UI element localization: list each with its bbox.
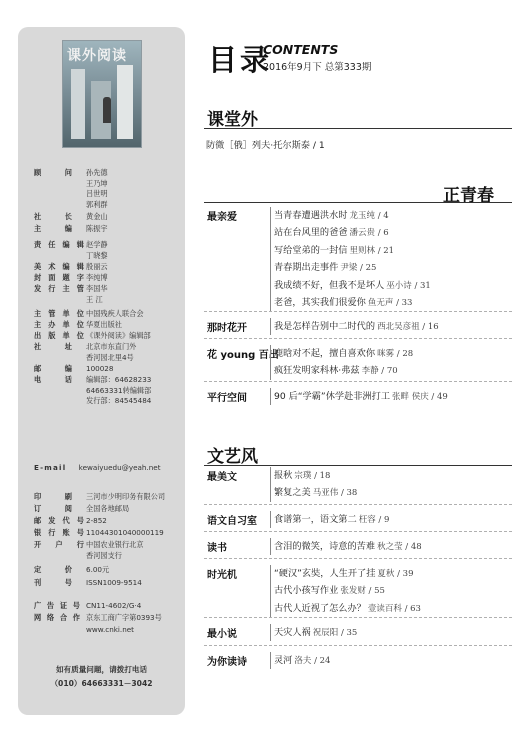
pub-value: 香河园支行 [86,551,122,560]
staff-value: 64663331转编辑部 [86,385,152,395]
section-title-s1: 课堂外 [207,110,258,130]
staff-label: 顾问 [34,168,72,177]
article-author-page: 秋之莹 / 48 [377,542,422,552]
staff-label: 主管单位 [34,309,84,318]
staff-value: 北京市东直门外 [86,342,137,351]
article-item[interactable] [274,362,398,376]
article-line-s1: 防微［俄］列夫·托尔斯泰 / 1 [206,140,325,151]
email-value: kewaiyuedu@yeah.net [78,463,161,472]
article-author-page: 壹读百科 / 63 [367,603,421,614]
article-item[interactable] [274,345,413,359]
category-separator [204,338,512,339]
staff-label: 社长 [34,212,72,221]
staff-label: 邮编 [34,364,72,373]
issue-info: 2016年9月下 总第333期 [263,62,372,73]
section-rule [204,202,512,203]
staff-label: 出版单位 [34,331,84,340]
article-title: 报秋 [274,470,293,481]
article-author-page: 李静 / 70 [361,366,398,377]
staff-label: 封面题字 [34,273,84,282]
staff-label: 主办单位 [34,320,84,329]
pub-label: 刊号 [34,578,72,587]
article-item[interactable] [274,388,448,402]
staff-value: 100028 [86,364,114,373]
cover-masthead: 课外阅读 [67,48,127,64]
pub-label: 银行账号 [34,528,84,537]
article-author-page: 西北吴彦祖 / 16 [377,322,439,332]
category-divider [270,511,271,528]
pub-value: 11044301040000119 [86,528,164,537]
staff-value: 吕世明 [86,189,108,199]
article-title: 当青春遭遇洪水时 [274,210,348,221]
article-title: 写给堂弟的一封信 [274,244,348,256]
ad-value: CN11-4602/G·4 [86,601,142,610]
article-item[interactable] [274,511,389,525]
article-author-page: 马亚伟 / 38 [312,488,358,499]
article-title: 天灾人祸 [274,627,311,638]
pub-value: 6.00元 [86,565,110,574]
article-title: 老爸，其实我们很爱你 [274,297,366,308]
staff-label: 发行主管 [34,284,84,293]
article-item[interactable] [274,600,421,614]
category-separator [204,617,512,618]
article-author-page: 洛夫 / 24 [294,656,331,666]
staff-value: 黄金山 [86,212,108,221]
section-title-s3: 文艺风 [207,447,258,467]
staff-value: 李纯博 [86,273,108,282]
category-separator [204,645,512,646]
magazine-cover [62,40,142,148]
category-divider [270,467,271,502]
article-item[interactable] [274,277,431,291]
staff-value: 孙先德 [86,168,108,177]
section-rule [204,128,512,129]
section-rule [204,465,512,466]
staff-label: 美术编辑 [34,262,84,271]
category-divider [270,565,271,617]
article-item[interactable] [274,624,357,638]
article-title: 站在台风里的爸爸 [274,227,348,239]
email-label: E-mail [34,463,67,472]
article-title: 我成绩不好，但我不是坏人 [274,279,385,291]
article-author-page: 尹梁 / 25 [340,263,377,274]
article-title: 食谱第一，语文第二 [274,514,357,525]
article-item[interactable] [274,565,414,579]
category-separator [204,558,512,559]
article-author-page: 咪雾 / 28 [377,349,414,359]
staff-value: 香河园北里4号 [86,352,134,362]
article-item[interactable] [274,652,330,666]
category-label: 平行空间 [207,393,247,404]
article-title: “硬汉”玄奘，人生开了挂 [274,568,376,579]
category-label: 时光机 [207,570,237,581]
category-separator [204,531,512,532]
staff-value: 丁晓黎 [86,250,108,260]
category-label: 最小说 [207,629,237,640]
article-title: 古代小孩写作业 [274,585,339,597]
category-divider [270,538,271,555]
article-author-page: 潘云贵 / 6 [349,228,389,239]
pub-value: 中国农业银行北京 [86,540,144,549]
pub-label: 定价 [34,565,72,574]
contents-label: CONTENTS [263,42,339,57]
staff-value: 《课外阅读》编辑部 [86,331,151,340]
article-item[interactable] [274,467,330,481]
pub-value: ISSN1009-9514 [86,578,142,587]
staff-value: 陈振宇 [86,224,108,233]
article-title: 含泪的微笑，诗意的苦难 [274,541,376,552]
ad-value: www.cnki.net [86,625,135,634]
category-separator [204,311,512,312]
article-title: 鹿晗对不起，擅自喜欢你 [274,348,376,359]
category-label: 为你读诗 [207,657,247,668]
article-item[interactable] [274,207,389,221]
category-separator [204,381,512,382]
staff-value: 李国华 [86,284,108,293]
pub-value: 三河市少明印务有限公司 [86,492,166,501]
staff-value: 编辑部：64628233 [86,375,152,384]
quality-phone: （010）64663331－3042 [50,679,153,688]
category-separator [204,504,512,505]
article-author-page: 鱼无声 / 33 [367,298,413,308]
pub-value: 2-852 [86,516,107,525]
article-author-page: 里则林 / 21 [349,245,395,256]
category-label: 最美文 [207,472,237,483]
category-label: 那时花开 [207,323,247,334]
category-divider [270,624,271,641]
article-item[interactable] [274,484,357,498]
article-item[interactable] [274,224,389,238]
category-label: 语文自习室 [207,516,257,527]
staff-label: 责任编辑 [34,240,84,249]
article-title: 疯狂发明家科林·弗兹 [274,365,360,377]
article-author-page: 祝辰阳 / 35 [312,628,358,638]
staff-label: 电话 [34,375,72,384]
article-author-page: 枉容 / 9 [358,515,390,525]
ad-label: 网络合作 [34,613,80,622]
pub-label: 开户行 [34,540,84,549]
article-item[interactable] [274,242,394,256]
ad-value: 京东工商广字第0393号 [86,613,162,622]
email-line [34,463,161,472]
category-divider [270,388,271,405]
quality-note: 如有质量问题，请拨打电话 [55,665,148,674]
section-title-s2: 正青春 [443,186,494,206]
article-item[interactable] [274,538,422,552]
category-divider [270,652,271,669]
pub-label: 邮发代号 [34,516,84,525]
article-title: 我是怎样告别中二时代的 [274,321,376,332]
article-title: 青春期出走事件 [274,262,339,274]
staff-value: 王乃坤 [86,178,108,188]
article-item[interactable] [274,294,412,308]
category-divider [270,318,271,335]
article-title: 灵河 [274,655,293,666]
category-label: 花 young 百出 [207,350,279,361]
ad-label: 广告证号 [34,601,80,610]
category-divider [270,345,271,380]
staff-value: 中国残疾人联合会 [86,309,144,318]
category-label: 最亲爱 [207,212,237,223]
staff-value: 殷丽云 [86,262,108,271]
article-item[interactable] [274,259,376,273]
staff-value: 赵学静 [86,240,108,249]
article-title: 繁复之美 [274,487,311,499]
category-label: 读书 [207,543,227,554]
page-title: 目录 [208,43,273,77]
category-divider [270,207,271,311]
pub-label: 订阅 [34,504,72,513]
article-item[interactable] [274,318,439,332]
staff-value: 郭利群 [86,199,108,209]
pub-label: 印刷 [34,492,72,501]
article-author-page: 巫小诗 / 31 [386,280,431,291]
staff-label: 社址 [34,342,72,351]
article-author-page: 夏秋 / 39 [377,569,414,579]
article-title: 90 后“学霸”休学赴非洲打工 [274,391,391,402]
staff-value: 发行部：84545484 [86,396,152,406]
article-author-page: 张畔 侯庆 / 49 [392,392,448,402]
article-title: 古代人近视了怎么办？ [274,602,366,614]
pub-value: 全国各地邮局 [86,504,130,513]
staff-label: 主编 [34,224,72,233]
article-item[interactable] [274,582,385,596]
staff-value: 王 江 [86,294,103,304]
article-author-page: 宗璞 / 18 [294,471,331,481]
staff-value: 华夏出版社 [86,320,122,329]
article-author-page: 张发财 / 55 [340,586,385,597]
article-author-page: 龙玉纯 / 4 [349,211,389,221]
